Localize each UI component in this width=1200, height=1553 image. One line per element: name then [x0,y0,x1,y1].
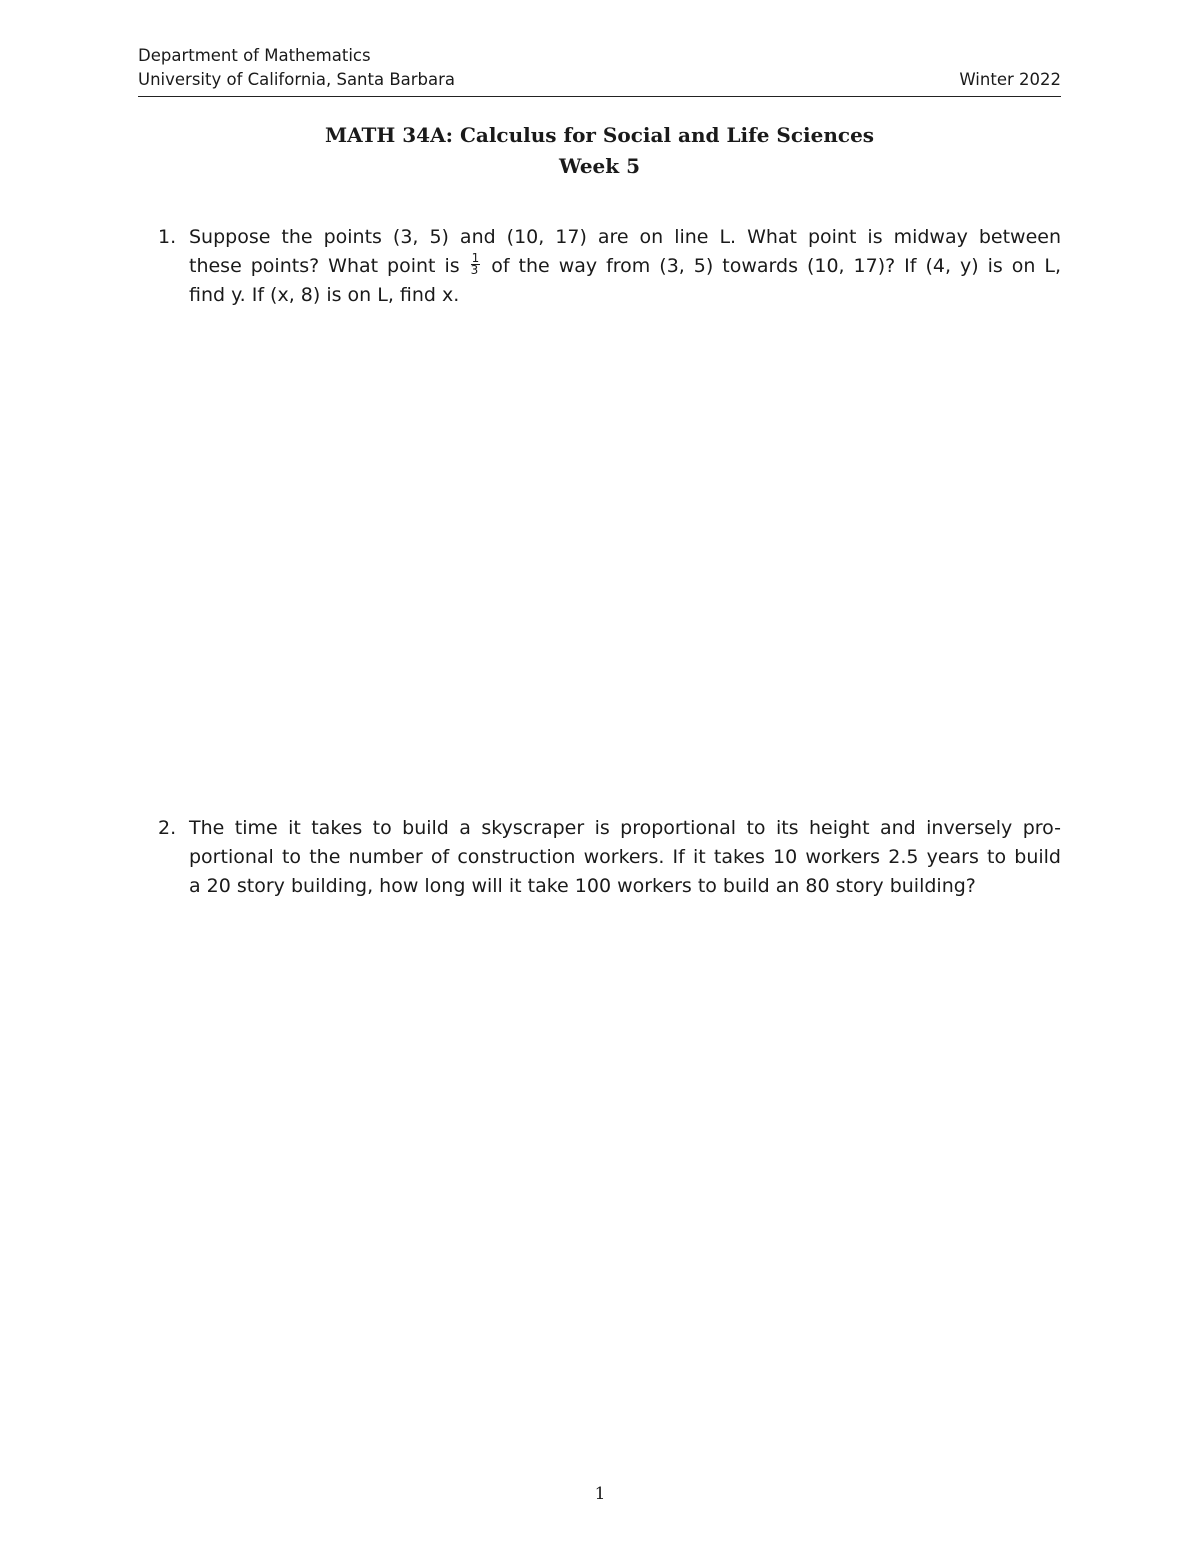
problem-line: Suppose the points (3, 5) and (10, 17) are on line L. What point is midway between [189,226,1061,248]
problem-line: The time it takes to build a skyscraper is proportional to its height and inversely pro- [189,817,1061,839]
fraction-numerator: 1 [471,251,480,265]
problem-line [189,252,1061,281]
week-title: Week 5 [558,154,640,178]
problem-text [189,814,1061,901]
problem-text [189,223,1061,310]
problem-number: 2. [158,817,177,839]
course-title: MATH 34A: Calculus for Social and Life Sciences [324,123,875,147]
header-institution [138,44,455,92]
term-label: Winter 2022 [959,70,1061,89]
page-number: 1 [594,1484,606,1504]
department-name: Department of Mathematics [138,46,371,65]
problem-line: a 20 story building, how long will it take 100 workers to build an 80 story building? [189,875,976,897]
problem-line-segment: of the way from (3, 5) towards (10, 17)? If (4, y) is on L, [491,255,1062,277]
problem-line: portional to the number of construction workers. If it takes 10 workers 2.5 years to build [189,846,1061,868]
university-name: University of California, Santa Barbara [138,70,456,89]
problem-line-segment: these points? What point is [189,255,460,277]
problem-2 [158,814,1061,901]
problem-line: find y. If (x, 8) is on L, find x. [189,284,460,306]
fraction-denominator: 3 [470,263,479,277]
fraction-one-third [471,253,481,276]
title-block [138,120,1061,182]
problem-number: 1. [158,226,177,248]
problem-1 [158,223,1061,310]
page-header [138,44,1061,97]
